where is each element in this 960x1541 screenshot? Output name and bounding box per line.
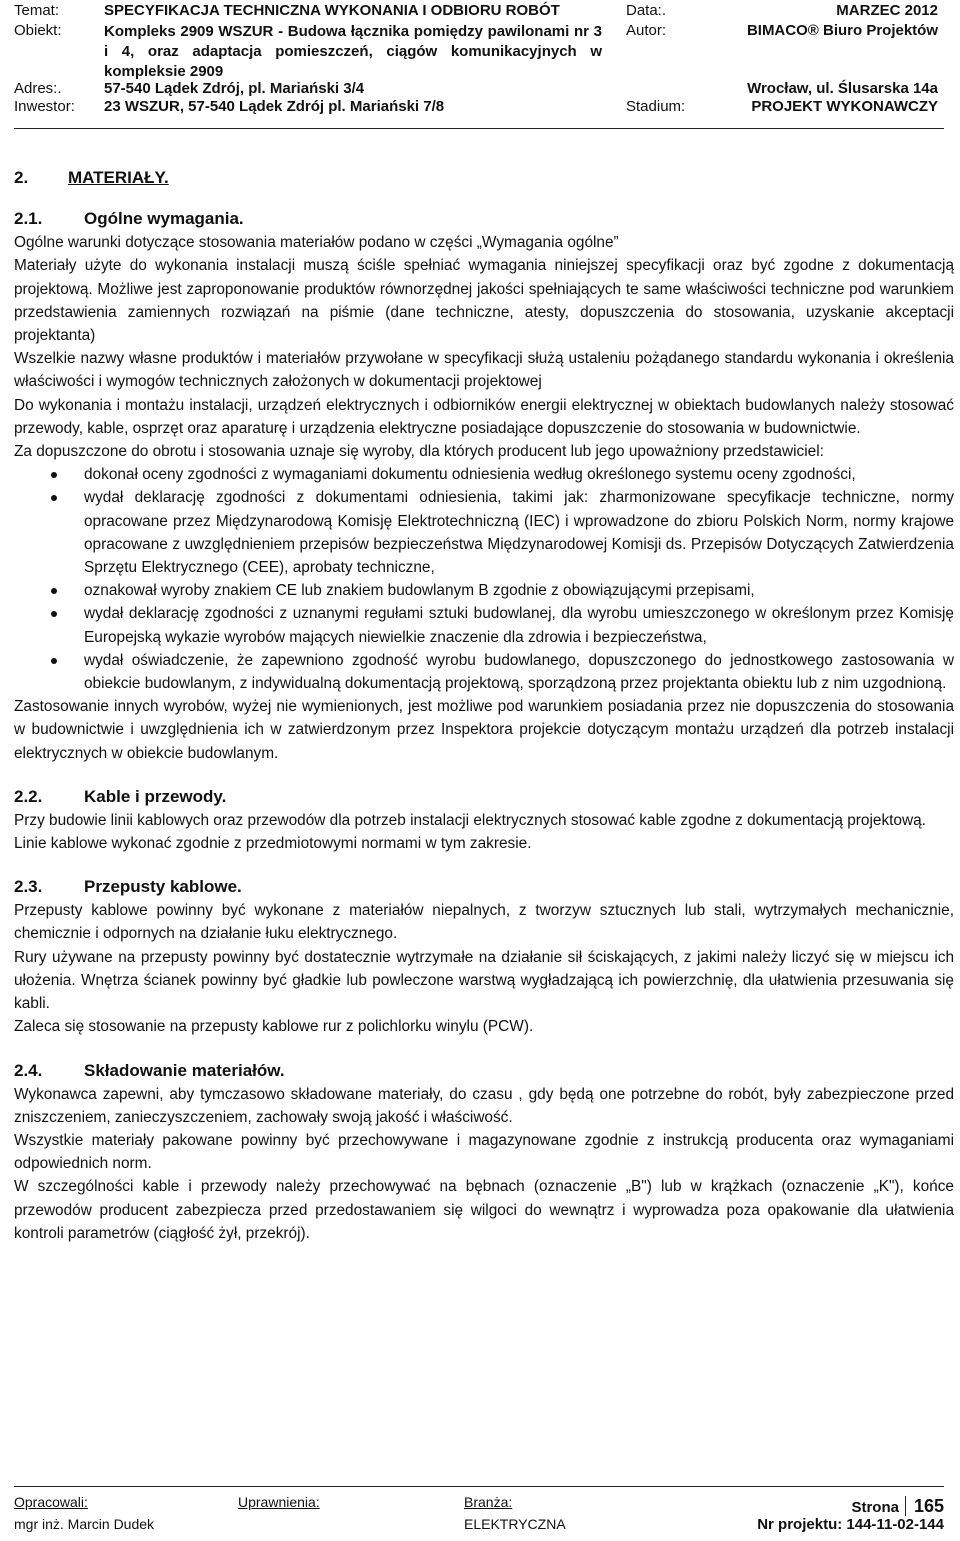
requirements-list: [14, 463, 954, 695]
subsection-heading-kable: [14, 785, 954, 809]
bullet-icon: [51, 658, 57, 664]
branza-value: ELEKTRYCZNA: [464, 1516, 566, 1532]
subsection-title: Ogólne wymagania.: [84, 209, 244, 229]
section-number: 2.: [14, 168, 29, 187]
subsection-number: 2.1.: [14, 209, 43, 229]
subsection-title: Przepusty kablowe.: [84, 877, 242, 897]
page-number: 165: [905, 1496, 944, 1516]
adres-label: Adres:.: [14, 80, 62, 97]
paragraph: Zaleca się stosowanie na przepusty kablowe rur z polichlorku winylu (PCW).: [14, 1018, 534, 1036]
header-row-obiekt: [0, 22, 960, 80]
inwestor-value: 23 WSZUR, 57-540 Lądek Zdrój pl. Mariański 7/8: [104, 98, 445, 115]
paragraph: Materiały użyte do wykonania instalacji muszą ściśle spełniać wymagania niniejszej specyfikacji oraz być zgodne z dokumentacją projektową. Możliwe jest zaproponowanie produktów równorzędnej jakości spełniających te same właściwości techniczne pod warunkiem przedstawienia zamiennych rozwiązań na piśmie (dane techniczne, atesty, dopuszczenia do stosowania, uzyskanie akceptacji projektanta): [14, 257, 954, 345]
bullet-icon: [51, 495, 57, 501]
paragraph: Przy budowie linii kablowych oraz przewodów dla potrzeb instalacji elektrycznych stosować kable zgodne z dokumentacją projektową.: [14, 811, 926, 829]
paragraph: Wykonawca zapewni, aby tymczasowo składowane materiały, do czasu , gdy będą one potrzebne do robót, były zabezpieczone przed zniszczeniem, zanieczyszczeniem, zachowały swoją jakość i właściwość.: [14, 1085, 954, 1126]
opracowali-label: Opracowali:: [14, 1494, 88, 1510]
autor-label: Autor:: [626, 22, 667, 39]
subsection-heading-skladowanie: [14, 1059, 954, 1083]
document-footer: [14, 1486, 944, 1536]
subsection-title: Kable i przewody.: [84, 786, 227, 806]
bullet-icon: [51, 588, 57, 594]
obiekt-label: Obiekt:: [14, 22, 62, 39]
temat-label: Temat:: [14, 2, 60, 19]
subsection-number: 2.3.: [14, 877, 43, 897]
subsection-heading-przepusty: [14, 875, 954, 899]
paragraph: Do wykonania i montażu instalacji, urządzeń elektrycznych i odbiorników energii elektrycznej w obiektach budowlanych należy stosować przewody, kable, osprzęt oraz aparaturę i urządzenia elektryczne posiadające dopuszczenie do stosowania w budownictwie.: [14, 396, 954, 437]
paragraph: Wszelkie nazwy własne produktów i materiałów przywołane w specyfikacji służą ustaleniu pożądanego standardu wykonania i określenia właściwości i wymogów technicznych założonych w dokumentacji projektowej: [14, 350, 954, 391]
header-row-inwestor: [0, 98, 960, 118]
project-number: [757, 1516, 944, 1533]
paragraph: Wszystkie materiały pakowane powinny być przechowywane i magazynowane zgodnie z instrukcją producenta oraz wymaganiami odpowiednich norm.: [14, 1131, 954, 1173]
header-row-adres: [0, 80, 960, 100]
page-number-box: [851, 1496, 944, 1517]
paragraph: Przepusty kablowe powinny być wykonane z materiałów niepalnych, z tworzyw sztucznych lub stali, wytrzymałych mechanicznie, chemicznie i odpornych na działanie łuku elektrycznego.: [14, 902, 954, 943]
subsection-heading-ogolne: [14, 207, 954, 231]
paragraph: Ogólne warunki dotyczące stosowania materiałów podano w części „Wymagania ogólne”: [14, 234, 619, 252]
header-divider: [14, 128, 944, 129]
strona-label: Strona: [851, 1499, 899, 1516]
data-label: Data:.: [626, 2, 667, 19]
paragraph: Linie kablowe wykonać zgodnie z przedmiotowymi normami w tym zakresie.: [14, 835, 532, 853]
inwestor-label: Inwestor:: [14, 98, 75, 115]
adres-value: 57-540 Lądek Zdrój, pl. Mariański 3/4: [104, 80, 365, 97]
uprawnienia-label: Uprawnienia:: [238, 1494, 320, 1510]
section-heading-materialy: [14, 166, 954, 189]
bullet-icon: [51, 472, 57, 478]
footer-divider: [14, 1486, 944, 1487]
section-title: MATERIAŁY.: [68, 168, 169, 187]
list-item: dokonał oceny zgodności z wymaganiami dokumentu odniesienia według określonego systemu oceny zgodności,: [14, 463, 954, 486]
data-value: MARZEC 2012: [836, 2, 938, 19]
list-item: wydał deklarację zgodności z uznanymi regułami sztuki budowlanej, dla wyrobu umieszczonego w określonym przez Komisję Europejską wykazie wyrobów mających niewielkie znaczenie dla zdrowia i bezpieczeństwa,: [14, 602, 954, 648]
list-item: wydał deklarację zgodności z dokumentami odniesienia, takimi jak: zharmonizowane specyfikacje techniczne, normy opracowane przez Międzynarodową Komisję Elektrotechniczną (IEC) i wprowadzone do zbioru Polskich Norm, normy krajowe opracowane z uwzględnieniem przepisów bezpieczeństwa Międzynarodowej Komisji ds. Przepisów Dotyczących Zatwierdzenia Sprzętu Elektrycznego (CEE), aprobaty techniczne,: [14, 486, 954, 579]
temat-value: SPECYFIKACJA TECHNICZNA WYKONANIA I ODBIORU ROBÓT: [104, 2, 560, 19]
paragraph: Zastosowanie innych wyrobów, wyżej nie wymienionych, jest możliwe pod warunkiem posiadania przez nie dopuszczenia do stosowania w budownictwie i uwzględnienia ich w zatwierdzonym przez Inspektora projekcie dotyczącym montażu urządzeń dla potrzeb instalacji elektrycznych w obiekcie budowlanym.: [14, 698, 954, 762]
subsection-number: 2.2.: [14, 786, 43, 806]
opracowali-value: mgr inż. Marcin Dudek: [14, 1516, 155, 1532]
branza-label: Branża:: [464, 1494, 513, 1510]
nr-projektu-label: Nr projektu:: [757, 1516, 843, 1533]
paragraph: Za dopuszczone do obrotu i stosowania uznaje się wyroby, dla których producent lub jego upoważniony przedstawiciel:: [14, 443, 824, 461]
subsection-number: 2.4.: [14, 1060, 43, 1080]
list-item: wydał oświadczenie, że zapewniono zgodność wyrobu budowlanego, dopuszczonego do jednostkowego zastosowania w obiekcie budowlanym, z indywidualną dokumentacją projektową, sporządzoną przez projektanta obiektu lub z nim uzgodnioną.: [14, 649, 954, 695]
header-row-temat: [0, 2, 960, 22]
document-body: [14, 166, 954, 1245]
paragraph: W szczególności kable i przewody należy przechowywać na bębnach (oznaczenie „B") lub w krążkach (oznaczenie „K"), końce przewodów producent zabezpiecza przed przedostawaniem się wilgoci do wewnątrz i wyprowadza poza opakowanie dla ułatwienia kontroli parametrów (ciągłość żył, przekrój).: [14, 1178, 954, 1242]
footer-branza: [464, 1494, 566, 1532]
subsection-title: Składowanie materiałów.: [84, 1060, 285, 1080]
nr-projektu-value: 144-11-02-144: [846, 1516, 944, 1533]
footer-uprawnienia: [238, 1494, 320, 1510]
stadium-value: PROJEKT WYKONAWCZY: [751, 98, 938, 115]
footer-opracowali: [14, 1494, 154, 1532]
stadium-label: Stadium:: [626, 98, 686, 115]
paragraph: Rury używane na przepusty powinny być dostatecznie wytrzymałe na działanie sił ściskających, z jakimi należy liczyć się w miejscu ich ułożenia. Wnętrza ścianek powinny być gładkie lub powleczone warstwą wygładzającą ich powierzchnię, dla ułatwienia przesuwania się kabli.: [14, 948, 954, 1013]
bullet-icon: [51, 611, 57, 617]
address-right: Wrocław, ul. Ślusarska 14a: [747, 80, 938, 97]
obiekt-value: Kompleks 2909 WSZUR - Budowa łącznika pomiędzy pawilonami nr 3 i 4, oraz adaptacja pomieszczeń, ciągów komunikacyjnych w kompleksie 2909: [104, 23, 602, 80]
autor-value: BIMACO® Biuro Projektów: [746, 22, 938, 39]
list-item: oznakował wyroby znakiem CE lub znakiem budowlanym B zgodnie z obowiązującymi przepisami,: [14, 579, 954, 602]
